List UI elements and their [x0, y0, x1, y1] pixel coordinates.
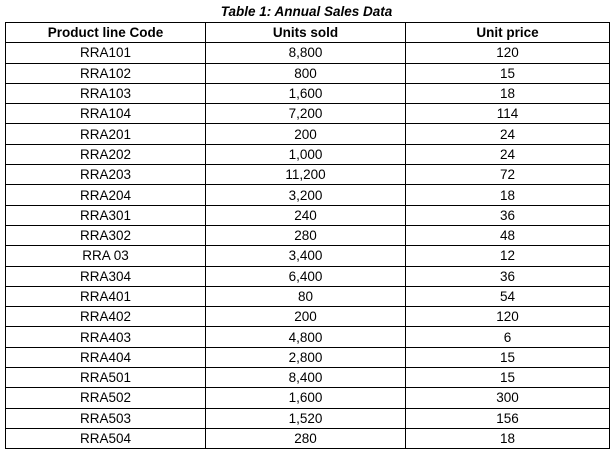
product-line-code-cell: RRA501 — [6, 368, 206, 388]
units-sold-cell: 1,600 — [206, 388, 406, 408]
unit-price-cell: 6 — [406, 327, 610, 347]
units-sold-cell: 11,200 — [206, 165, 406, 185]
table-row — [6, 286, 610, 306]
product-line-code-cell: RRA304 — [6, 266, 206, 286]
product-line-code-cell: RRA201 — [6, 124, 206, 144]
unit-price-cell: 24 — [406, 144, 610, 164]
table-row — [6, 388, 610, 408]
unit-price-cell: 12 — [406, 246, 610, 266]
units-sold-cell: 240 — [206, 205, 406, 225]
table-header-row — [6, 23, 610, 43]
product-line-code-cell: RRA404 — [6, 347, 206, 367]
unit-price-cell: 72 — [406, 165, 610, 185]
table-row — [6, 368, 610, 388]
table-row — [6, 246, 610, 266]
unit-price-cell: 48 — [406, 225, 610, 245]
units-sold-cell: 80 — [206, 286, 406, 306]
table-row — [6, 43, 610, 63]
product-line-code-cell: RRA302 — [6, 225, 206, 245]
table-row — [6, 205, 610, 225]
unit-price-cell: 156 — [406, 408, 610, 428]
units-sold-cell: 6,400 — [206, 266, 406, 286]
units-sold-cell: 200 — [206, 307, 406, 327]
product-line-code-cell: RRA104 — [6, 104, 206, 124]
table-row — [6, 428, 610, 448]
unit-price-cell: 54 — [406, 286, 610, 306]
units-sold-cell: 1,600 — [206, 83, 406, 103]
unit-price-cell: 18 — [406, 428, 610, 448]
table-row — [6, 347, 610, 367]
annual-sales-table — [5, 22, 610, 449]
table-row — [6, 63, 610, 83]
product-line-code-cell: RRA503 — [6, 408, 206, 428]
product-line-code-cell: RRA204 — [6, 185, 206, 205]
units-sold-cell: 1,520 — [206, 408, 406, 428]
product-line-code-cell: RRA502 — [6, 388, 206, 408]
table-row — [6, 124, 610, 144]
units-sold-cell: 2,800 — [206, 347, 406, 367]
product-line-code-cell: RRA301 — [6, 205, 206, 225]
units-sold-cell: 800 — [206, 63, 406, 83]
product-line-code-cell: RRA504 — [6, 428, 206, 448]
units-sold-cell: 7,200 — [206, 104, 406, 124]
unit-price-cell: 15 — [406, 63, 610, 83]
units-sold-cell: 3,400 — [206, 246, 406, 266]
unit-price-cell: 18 — [406, 185, 610, 205]
table-row — [6, 185, 610, 205]
units-sold-cell: 3,200 — [206, 185, 406, 205]
units-sold-cell: 8,800 — [206, 43, 406, 63]
product-line-code-cell: RRA 03 — [6, 246, 206, 266]
unit-price-cell: 114 — [406, 104, 610, 124]
product-line-code-cell: RRA202 — [6, 144, 206, 164]
table-row — [6, 83, 610, 103]
unit-price-cell: 24 — [406, 124, 610, 144]
table-row — [6, 104, 610, 124]
product-line-code-cell: RRA102 — [6, 63, 206, 83]
unit-price-cell: 300 — [406, 388, 610, 408]
product-line-code-cell: RRA401 — [6, 286, 206, 306]
unit-price-cell: 120 — [406, 43, 610, 63]
product-line-code-cell: RRA203 — [6, 165, 206, 185]
unit-price-cell: 18 — [406, 83, 610, 103]
units-sold-cell: 8,400 — [206, 368, 406, 388]
table-row — [6, 408, 610, 428]
units-sold-cell: 200 — [206, 124, 406, 144]
column-header-units-sold: Units sold — [206, 23, 406, 43]
product-line-code-cell: RRA402 — [6, 307, 206, 327]
unit-price-cell: 15 — [406, 347, 610, 367]
table-body — [6, 43, 610, 449]
product-line-code-cell: RRA403 — [6, 327, 206, 347]
unit-price-cell: 36 — [406, 266, 610, 286]
table-row — [6, 144, 610, 164]
table-row — [6, 307, 610, 327]
units-sold-cell: 4,800 — [206, 327, 406, 347]
units-sold-cell: 280 — [206, 225, 406, 245]
units-sold-cell: 1,000 — [206, 144, 406, 164]
product-line-code-cell: RRA103 — [6, 83, 206, 103]
table-row — [6, 225, 610, 245]
table-caption: Table 1: Annual Sales Data — [220, 4, 393, 19]
unit-price-cell: 15 — [406, 368, 610, 388]
column-header-product-line-code: Product line Code — [6, 23, 206, 43]
table-row — [6, 266, 610, 286]
column-header-unit-price: Unit price — [406, 23, 610, 43]
unit-price-cell: 36 — [406, 205, 610, 225]
units-sold-cell: 280 — [206, 428, 406, 448]
table-row — [6, 327, 610, 347]
unit-price-cell: 120 — [406, 307, 610, 327]
product-line-code-cell: RRA101 — [6, 43, 206, 63]
table-row — [6, 165, 610, 185]
